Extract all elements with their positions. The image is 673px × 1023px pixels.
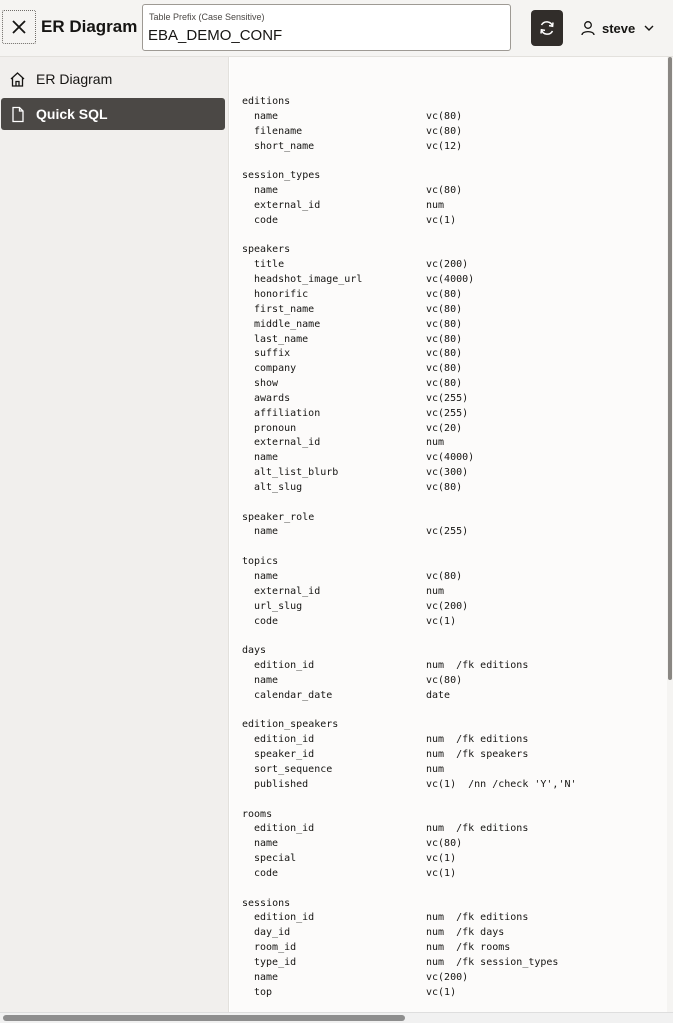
column-row xyxy=(242,110,577,125)
refresh-button[interactable] xyxy=(531,10,563,46)
column-type: vc(80) xyxy=(426,185,463,197)
column-row xyxy=(242,956,577,971)
vertical-scrollbar-thumb[interactable] xyxy=(668,57,672,680)
column-row xyxy=(242,570,577,585)
refresh-icon xyxy=(538,19,556,37)
column-row xyxy=(242,852,577,867)
column-name: url_slug xyxy=(254,600,303,612)
sidebar-item-label: Quick SQL xyxy=(36,106,108,122)
column-name: affiliation xyxy=(254,407,321,419)
column-name: speaker_id xyxy=(254,749,315,761)
column-name: code xyxy=(254,615,279,627)
column-type: num xyxy=(426,763,445,775)
column-row xyxy=(242,273,577,288)
column-type: num xyxy=(426,437,445,449)
column-type: vc(80) xyxy=(426,674,463,686)
column-type: num /fk days xyxy=(426,927,505,939)
table-prefix-input[interactable] xyxy=(148,27,503,44)
horizontal-scrollbar[interactable] xyxy=(0,1012,673,1023)
column-type: num xyxy=(426,199,445,211)
column-type: num /fk editions xyxy=(426,660,529,672)
user-name: steve xyxy=(602,20,636,36)
column-type: vc(80) xyxy=(426,288,463,300)
column-row xyxy=(242,525,577,540)
user-menu[interactable] xyxy=(580,17,655,39)
column-name: name xyxy=(254,185,279,197)
close-button[interactable] xyxy=(2,10,36,44)
column-type: vc(80) xyxy=(426,481,463,493)
column-name: filename xyxy=(254,125,303,137)
column-name: title xyxy=(254,259,285,271)
column-type: vc(80) xyxy=(426,571,463,582)
column-type: vc(1) xyxy=(426,867,457,879)
table-name: rooms xyxy=(242,808,273,820)
column-name: alt_slug xyxy=(254,481,303,493)
column-row xyxy=(242,466,577,481)
column-row xyxy=(242,422,577,437)
sidebar-item-quick-sql[interactable] xyxy=(1,98,225,130)
column-name: edition_id xyxy=(254,734,315,746)
column-row xyxy=(242,748,577,763)
column-type: vc(255) xyxy=(426,392,469,404)
column-name: code xyxy=(254,214,279,226)
column-row xyxy=(242,941,577,956)
table-name: editions xyxy=(242,96,291,107)
column-row xyxy=(242,926,577,941)
column-row xyxy=(242,822,577,837)
column-name: name xyxy=(254,838,279,850)
table-name: edition_speakers xyxy=(242,719,339,731)
table-prefix-field[interactable] xyxy=(142,4,511,51)
column-type: vc(80) xyxy=(426,378,463,390)
column-name: name xyxy=(254,674,279,686)
column-name: middle_name xyxy=(254,318,321,330)
column-type: vc(200) xyxy=(426,259,469,271)
close-icon xyxy=(10,18,28,36)
column-row xyxy=(242,971,577,986)
column-row xyxy=(242,392,577,407)
column-type: vc(1) xyxy=(426,615,457,627)
column-name: edition_id xyxy=(254,912,315,924)
table-name: speaker_role xyxy=(242,511,315,523)
column-row xyxy=(242,125,577,140)
chevron-down-icon xyxy=(643,22,655,34)
column-type: vc(200) xyxy=(426,971,469,983)
column-type: vc(12) xyxy=(426,140,463,152)
column-name: name xyxy=(254,971,279,983)
vertical-scrollbar[interactable] xyxy=(667,57,673,1012)
column-type: vc(80) xyxy=(426,348,463,360)
column-name: day_id xyxy=(254,927,291,939)
column-name: external_id xyxy=(254,437,321,449)
column-row xyxy=(242,140,577,155)
column-type: vc(80) xyxy=(426,363,463,375)
column-row xyxy=(242,986,577,1001)
column-name: alt_list_blurb xyxy=(254,467,339,479)
column-type: vc(80) xyxy=(426,333,463,345)
column-name: name xyxy=(254,452,279,464)
column-type: vc(20) xyxy=(426,422,463,434)
column-row xyxy=(242,362,577,377)
column-type: vc(80) xyxy=(426,303,463,315)
blank-line xyxy=(242,882,577,897)
column-type: vc(1) xyxy=(426,214,457,226)
column-row xyxy=(242,318,577,333)
blank-line xyxy=(242,704,577,719)
column-row xyxy=(242,481,577,496)
column-name: pronoun xyxy=(254,422,297,434)
blank-line xyxy=(242,629,577,644)
column-type: num /fk rooms xyxy=(426,942,511,954)
column-row xyxy=(242,199,577,214)
column-type: num /fk editions xyxy=(426,912,529,924)
column-row xyxy=(242,347,577,362)
column-type: num /fk speakers xyxy=(426,749,529,761)
column-name: sort_sequence xyxy=(254,763,333,775)
column-name: published xyxy=(254,778,309,790)
user-icon xyxy=(580,20,596,36)
sidebar xyxy=(0,57,229,1012)
blank-line xyxy=(242,154,577,169)
column-name: name xyxy=(254,110,279,122)
column-row xyxy=(242,778,577,793)
app-header xyxy=(0,0,673,57)
column-name: awards xyxy=(254,392,291,404)
column-type: vc(255) xyxy=(426,407,469,419)
column-name: show xyxy=(254,378,279,390)
column-name: suffix xyxy=(254,348,291,360)
column-row xyxy=(242,333,577,348)
table-name: topics xyxy=(242,556,279,568)
column-row xyxy=(242,615,577,630)
column-name: room_id xyxy=(254,942,297,954)
column-type: vc(80) xyxy=(426,110,463,122)
column-name: edition_id xyxy=(254,823,315,835)
column-name: external_id xyxy=(254,585,321,597)
home-icon xyxy=(9,71,26,88)
column-name: honorific xyxy=(254,288,309,300)
column-name: edition_id xyxy=(254,660,315,672)
column-type: vc(1) xyxy=(426,986,457,998)
horizontal-scrollbar-thumb[interactable] xyxy=(3,1015,405,1021)
column-row xyxy=(242,600,577,615)
column-row xyxy=(242,214,577,229)
column-name: type_id xyxy=(254,956,297,968)
column-row xyxy=(242,258,577,273)
sidebar-item-label: ER Diagram xyxy=(36,71,113,87)
table-name: sessions xyxy=(242,897,291,909)
column-row xyxy=(242,733,577,748)
column-type: num xyxy=(426,585,445,597)
column-row xyxy=(242,837,577,852)
column-type: num /fk session_types xyxy=(426,956,559,968)
table-name: session_types xyxy=(242,170,321,182)
column-type: vc(255) xyxy=(426,526,469,538)
column-row xyxy=(242,436,577,451)
column-row xyxy=(242,674,577,689)
column-name: short_name xyxy=(254,140,315,152)
column-name: name xyxy=(254,526,279,538)
column-type: vc(4000) xyxy=(426,452,475,464)
column-name: last_name xyxy=(254,333,309,345)
table-name: speakers xyxy=(242,244,291,256)
quick-sql-output xyxy=(230,57,667,1012)
column-name: special xyxy=(254,853,297,865)
column-type: vc(80) xyxy=(426,318,463,330)
blank-line xyxy=(242,229,577,244)
column-row xyxy=(242,659,577,674)
table-name: days xyxy=(242,645,267,657)
column-row xyxy=(242,763,577,778)
column-row xyxy=(242,911,577,926)
column-name: external_id xyxy=(254,199,321,211)
column-type: vc(200) xyxy=(426,600,469,612)
column-name: company xyxy=(254,363,297,375)
column-name: name xyxy=(254,571,279,582)
sidebar-item-er-diagram[interactable] xyxy=(1,63,225,95)
column-type: num /fk editions xyxy=(426,823,529,835)
column-row xyxy=(242,184,577,199)
column-name: calendar_date xyxy=(254,689,333,701)
column-type: vc(1) /nn /check 'Y','N' xyxy=(426,778,577,790)
table-prefix-label: Table Prefix (Case Sensitive) xyxy=(149,12,265,22)
column-type: vc(1) xyxy=(426,853,457,865)
column-name: headshot_image_url xyxy=(254,274,363,286)
column-type: num /fk editions xyxy=(426,734,529,746)
app-title: ER Diagram xyxy=(41,17,138,36)
column-name: code xyxy=(254,867,279,879)
column-type: vc(300) xyxy=(426,467,469,479)
sql-text xyxy=(242,95,577,1000)
column-row xyxy=(242,451,577,466)
column-row xyxy=(242,585,577,600)
blank-line xyxy=(242,496,577,511)
blank-line xyxy=(242,793,577,808)
column-row xyxy=(242,689,577,704)
blank-line xyxy=(242,540,577,555)
column-row xyxy=(242,377,577,392)
column-row xyxy=(242,407,577,422)
column-type: date xyxy=(426,689,451,701)
column-name: first_name xyxy=(254,303,315,315)
column-row xyxy=(242,867,577,882)
column-type: vc(4000) xyxy=(426,274,475,286)
column-type: vc(80) xyxy=(426,838,463,850)
column-row xyxy=(242,303,577,318)
column-type: vc(80) xyxy=(426,125,463,137)
document-icon xyxy=(9,106,26,123)
column-name: top xyxy=(254,986,273,998)
column-row xyxy=(242,288,577,303)
